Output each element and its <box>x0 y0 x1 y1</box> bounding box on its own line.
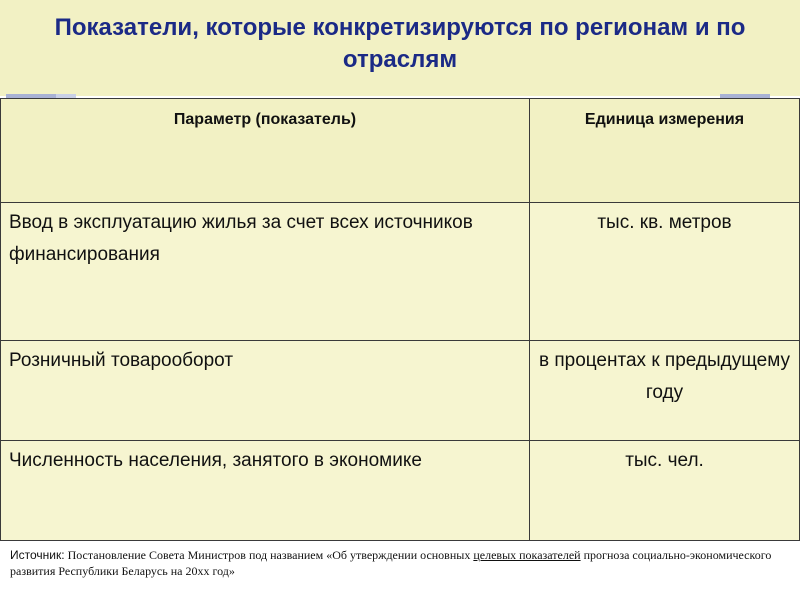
table-row <box>1 441 800 541</box>
source-text-end: прогноза социально-экономического развития Республики Беларусь на 20хх год» <box>10 548 772 578</box>
source-label: Источник: <box>10 548 65 562</box>
cell-parameter: Численность населения, занятого в экономике <box>1 441 530 541</box>
cell-unit: тыс. чел. <box>530 441 800 541</box>
parameters-table <box>0 98 800 541</box>
cell-parameter: Розничный товарооборот <box>1 341 530 441</box>
cell-unit: в процентах к предыдущему году <box>530 341 800 441</box>
source-note <box>10 547 790 579</box>
cell-unit: тыс. кв. метров <box>530 203 800 341</box>
table-header-row <box>1 99 800 203</box>
source-link-text: целевых показателей <box>473 548 581 562</box>
header-unit: Единица измерения <box>530 99 800 203</box>
page-title: Показатели, которые конкретизируются по регионам и по отраслям <box>54 14 746 73</box>
source-text: Постановление Совета Министров под названием «Об утверждении основных <box>64 548 474 562</box>
cell-parameter: Ввод в эксплуатацию жилья за счет всех источников финансирования <box>1 203 530 341</box>
header-parameter: Параметр (показатель) <box>1 99 530 203</box>
table-row <box>1 341 800 441</box>
table-row <box>1 203 800 341</box>
